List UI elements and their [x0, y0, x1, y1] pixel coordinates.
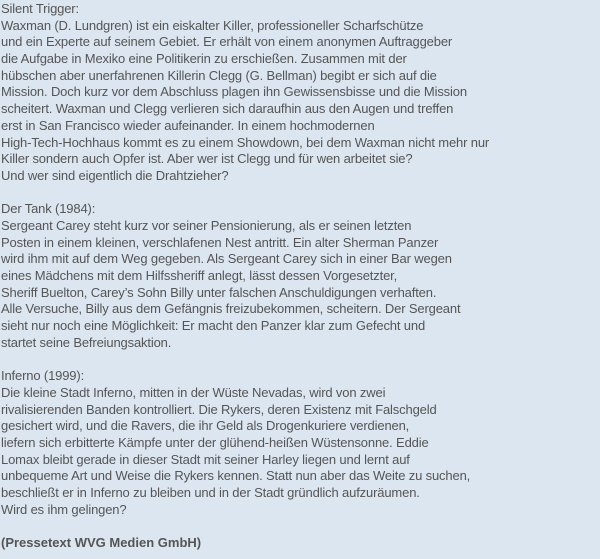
text-line: die Aufgabe in Mexiko eine Politikerin zu erschießen. Zusammen mit der — [1, 51, 407, 67]
text-line: Sheriff Buelton, Carey’s Sohn Billy unter falschen Anschuldigungen verhaften. — [1, 284, 437, 300]
text-line: Waxman (D. Lundgren) ist ein eiskalter Killer, professioneller Scharfschütze — [1, 17, 424, 33]
text-line: unbequeme Art und Weise die Rykers kennen. Statt nun aber das Weite zu suchen, — [1, 468, 471, 484]
section-title: Inferno (1999): — [1, 368, 85, 384]
text-line: scheitert. Waxman und Clegg verlieren sich daraufhin aus den Augen und treffen — [1, 101, 454, 117]
section-der-tank — [1, 201, 600, 351]
section-silent-trigger — [1, 1, 600, 185]
text-line: Sergeant Carey steht kurz vor seiner Pensionierung, als er seinen letzten — [1, 217, 412, 233]
text-line: beschließt er in Inferno zu bleiben und in der Stadt gründlich aufzuräumen. — [1, 484, 420, 500]
text-line: rivalisierenden Banden kontrolliert. Die Rykers, deren Existenz mit Falschgeld — [1, 401, 437, 417]
text-line: hübschen aber unerfahrenen Killerin Clegg (G. Bellman) begibt er sich auf die — [1, 67, 437, 83]
text-line: High-Tech-Hochhaus kommt es zu einem Showdown, bei dem Waxman nicht mehr nur — [1, 134, 490, 150]
text-line: und ein Experte auf seinem Gebiet. Er erhält von einem anonymen Auftraggeber — [1, 34, 453, 50]
text-line: Mission. Doch kurz vor dem Abschluss plagen ihn Gewissensbisse und die Mission — [1, 84, 467, 100]
text-line: Wird es ihm gelingen? — [1, 501, 127, 517]
text-line: liefern sich erbitterte Kämpfe unter der glühend-heißen Wüstensonne. Eddie — [1, 434, 429, 450]
text-line: startet seine Befreiungsaktion. — [1, 334, 172, 350]
text-line: eines Mädchens mit dem Hilfssheriff anlegt, lässt dessen Vorgesetzter, — [1, 268, 398, 283]
text-line: Killer sondern auch Opfer ist. Aber wer ist Clegg und für wen arbeitet sie? — [1, 151, 413, 167]
section-title: Der Tank (1984): — [1, 201, 96, 217]
text-line: wird ihm mit auf dem Weg gegeben. Als Sergeant Carey sich in einer Bar wegen — [1, 251, 452, 267]
section-title: Silent Trigger: — [1, 1, 79, 16]
text-line: Alle Versuche, Billy aus dem Gefängnis freizubekommen, scheitern. Der Sergeant — [1, 301, 461, 317]
text-line: gesichert wird, und die Ravers, die ihr Geld als Drogenkuriere verdienen, — [1, 418, 410, 434]
text-line: Die kleine Stadt Inferno, mitten in der Wüste Nevadas, wird von zwei — [1, 384, 386, 400]
press-credit: (Pressetext WVG Medien GmbH) — [1, 535, 202, 550]
text-line: Lomax bleibt gerade in dieser Stadt mit seiner Harley liegen und lernt auf — [1, 451, 410, 467]
text-line: sieht nur noch eine Möglichkeit: Er macht den Panzer klar zum Gefecht und — [1, 318, 426, 334]
text-line: Und wer sind eigentlich die Drahtzieher? — [1, 167, 229, 183]
text-line: erst in San Francisco wieder aufeinander. In einem hochmodernen — [1, 117, 375, 133]
section-inferno — [1, 368, 600, 518]
text-line: Posten in einem kleinen, verschlafenen Nest antritt. Ein alter Sherman Panzer — [1, 234, 439, 250]
